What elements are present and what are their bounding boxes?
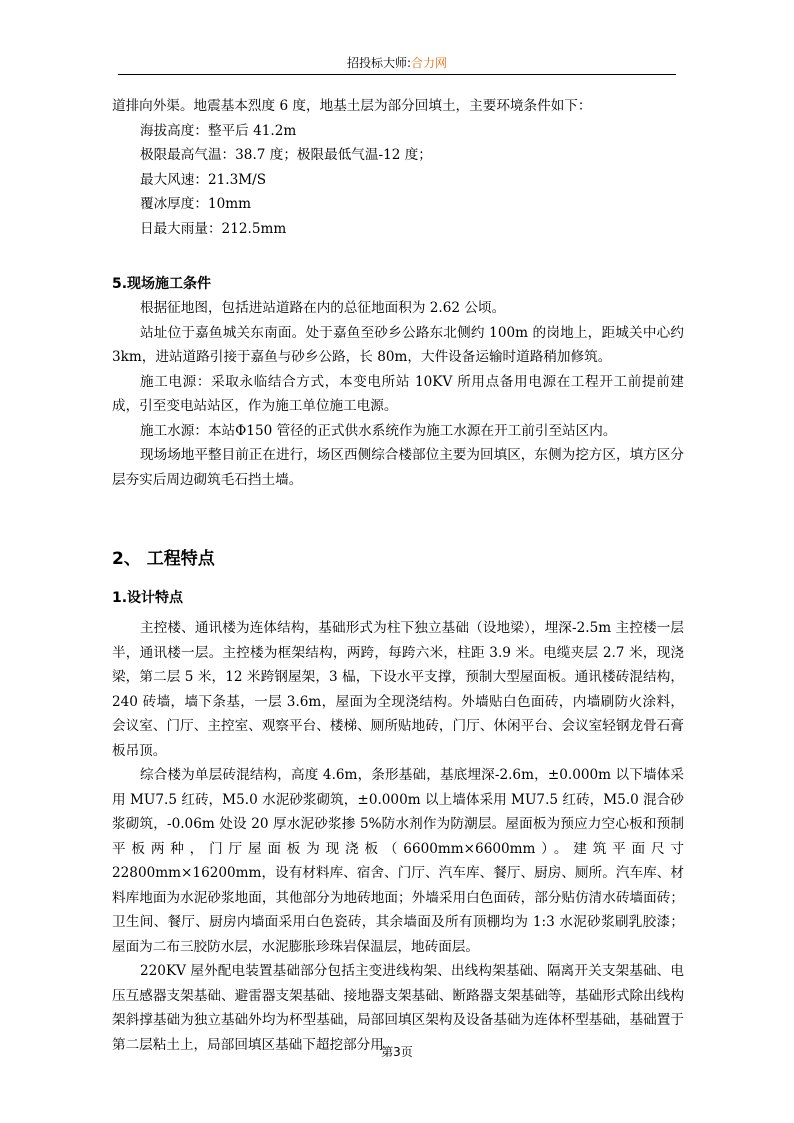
condition-ice: 覆冰厚度：10mm bbox=[140, 196, 252, 212]
page-footer bbox=[0, 1043, 794, 1060]
section-2 bbox=[112, 546, 684, 572]
condition-temperature: 极限最高气温：38.7 度；极限最低气温-12 度； bbox=[140, 147, 432, 163]
header-rule bbox=[118, 74, 676, 75]
site-paragraph-power: 施工电源：采取永临结合方式，本变电所站 10KV 所用点备用电源在工程开工前提前建成，引至变电站站区，作为施工单位施工电源。 bbox=[112, 373, 684, 414]
section-2-heading: 2、 工程特点 bbox=[112, 549, 215, 569]
site-conditions-heading: 5.现场施工条件 bbox=[112, 276, 212, 292]
site-paragraph-area: 根据征地图，包括进站道路在内的总征地面积为 2.62 公顷。 bbox=[140, 300, 506, 316]
header-brand[interactable]: 合力网 bbox=[411, 56, 448, 70]
design-features-section bbox=[112, 586, 684, 1057]
design-paragraph-control-building: 主控楼、通讯楼为连体结构，基础形式为柱下独立基础（设地梁），埋深-2.5m 主控楼一层半，通讯楼一层。主控楼为框架结构，两跨，每跨六米，柱距 3.9 米。电缆夹层 2.7 米，现浇梁，第二层 5 米，12 米跨钢屋架，3 榀，下设水平支撑，预制大型屋面板。通讯楼砖混结构，240 砖墙，墙下条基，一层 3.6m，屋面为全现浇结构。外墙贴白色面砖，内墙刷防火涂料，会议室、门厅、主控室、观察平台、楼梯、厕所贴地砖，门厅、休闲平台、会议室轻钢龙骨石膏板吊顶。 bbox=[112, 620, 684, 759]
condition-wind: 最大风速：21.3M/S bbox=[140, 171, 267, 188]
design-paragraph-complex-building: 综合楼为单层砖混结构，高度 4.6m，条形基础，基底埋深-2.6m，±0.000m 以下墙体采用 MU7.5 红砖，M5.0 水泥砂浆砌筑，±0.000m 以上墙体采用 MU7.5 红砖，M5.0 混合砂浆砌筑，-0.06m 处设 20 厚水泥砂浆掺 5%防水剂作为防潮层。屋面板为预应力空心板和预制平板两种，门厅屋面板为现浇板（6600mm×6600mm）。建筑平面尺寸 22800mm×16200mm，设有材料库、宿舍、门厅、汽车库、餐厅、厨房、厕所。汽车库、材料库地面为水泥砂浆地面，其他部分为地砖地面；外墙采用白色面砖，部分贴仿清水砖墙面砖；卫生间、餐厅、厨房内墙面采用白色瓷砖，其余墙面及所有顶棚均为 1:3 水泥砂浆刷乳胶漆；屋面为二布三胶防水层，水泥膨胀珍珠岩保温层，地砖面层。 bbox=[112, 767, 684, 955]
header-prefix: 招投标大师: bbox=[346, 56, 412, 70]
page-header bbox=[0, 55, 794, 71]
condition-altitude: 海拔高度：整平后 41.2m bbox=[140, 122, 297, 139]
intro-block bbox=[112, 94, 684, 241]
intro-line: 道排向外渠。地震基本烈度 6 度，地基土层为部分回填土，主要环境条件如下： bbox=[112, 98, 592, 114]
design-paragraph-switchyard: 220KV 屋外配电装置基础部分包括主变进线构架、出线构架基础、隔离开关支架基础、电压互感器支架基础、避雷器支架基础、接地器支架基础、断路器支架基础等，基础形式除出线构架斜撑基础为独立基础外均为杯型基础，局部回填区架构及设备基础为连体杯型基础，基础置于第二层粘土上，局部回填区基础下超挖部分用 bbox=[112, 963, 684, 1053]
design-features-heading: 1.设计特点 bbox=[112, 590, 184, 606]
site-paragraph-grading: 现场场地平整目前正在进行，场区西侧综合楼部位主要为回填区，东侧为挖方区，填方区分层夯实后周边砌筑毛石挡土墙。 bbox=[112, 447, 684, 488]
site-paragraph-water: 施工水源：本站Φ150 管径的正式供水系统作为施工水源在开工前引至站区内。 bbox=[140, 422, 617, 439]
condition-rain: 日最大雨量：212.5mm bbox=[140, 220, 287, 237]
site-conditions-section bbox=[112, 272, 684, 492]
site-paragraph-location: 站址位于嘉鱼城关东南面。处于嘉鱼至砂乡公路东北侧约 100m 的岗地上，距城关中心约 3km，进站道路引接于嘉鱼与砂乡公路，长 80m，大件设备运输时道路稍加修筑。 bbox=[112, 324, 684, 365]
page-number: 第3页 bbox=[381, 1045, 413, 1059]
